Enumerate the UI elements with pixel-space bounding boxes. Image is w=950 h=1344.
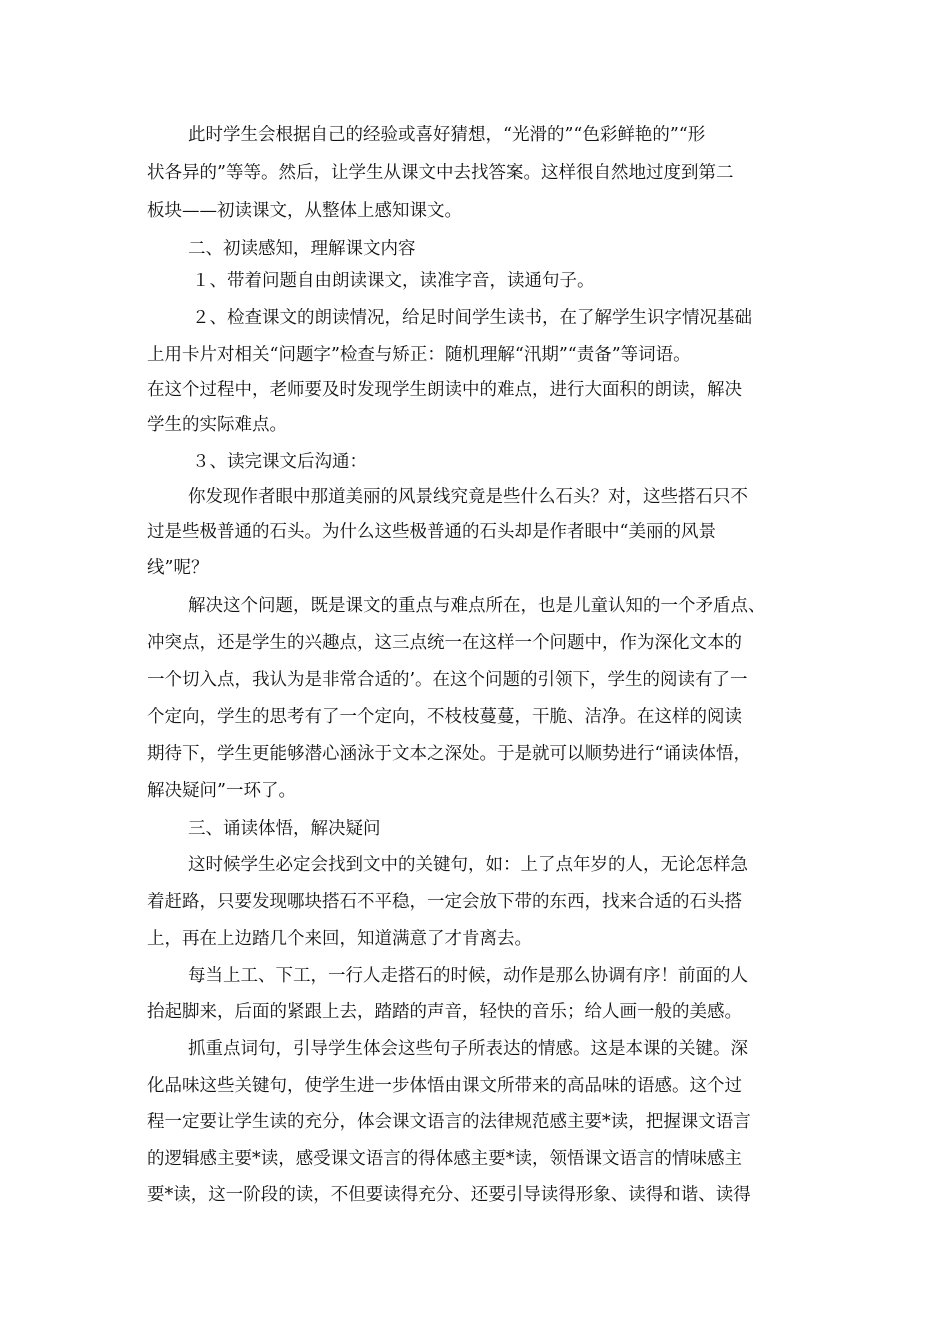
text-line: 冲突点，还是学生的兴趣点，这三点统一在这样一个问题中，作为深化文本的 (147, 633, 742, 653)
text-line: 过是些极普通的石头。为什么这些极普通的石头却是作者眼中“美丽的风景 (147, 522, 716, 542)
text-line: 的逻辑感主要*读，感受课文语言的得体感主要*读，领悟课文语言的情味感主 (147, 1149, 742, 1169)
text-line: １、带着问题自由朗读课文，读准字音，读通句子。 (192, 271, 595, 291)
text-line: 解决疑问”一环了。 (147, 781, 296, 801)
text-line: 状各异的”等等。然后，让学生从课文中去找答案。这样很自然地过度到第二 (147, 163, 734, 183)
text-line: 每当上工、下工，一行人走搭石的时候，动作是那么协调有序！前面的人 (188, 966, 748, 986)
text-line: 要*读，这一阶段的读，不但要读得充分、还要引导读得形象、读得和谐、读得 (147, 1185, 751, 1205)
text-line: 抬起脚来，后面的紧跟上去，踏踏的声音，轻快的音乐；给人画一般的美感。 (147, 1002, 742, 1022)
text-line: ３、读完课文后沟通： (192, 452, 367, 472)
text-line: 此时学生会根据自己的经验或喜好猜想，“光滑的”“色彩鲜艳的”“形 (188, 125, 706, 145)
text-line: ２、检查课文的朗读情况，给足时间学生读书，在了解学生识字情况基础 (192, 308, 752, 328)
text-line: 板块——初读课文，从整体上感知课文。 (147, 201, 462, 221)
text-line: 程一定要让学生读的充分，体会课文语言的法律规范感主要*读，把握课文语言 (147, 1112, 751, 1132)
text-line: 这时候学生必定会找到文中的关键句，如：上了点年岁的人，无论怎样急 (188, 855, 748, 875)
text-line: 个定向，学生的思考有了一个定向，不枝枝蔓蔓，干脆、洁净。在这样的阅读 (147, 707, 742, 727)
text-line: 你发现作者眼中那道美丽的风景线究竟是些什么石头？对，这些搭石只不 (188, 487, 748, 507)
text-line: 上用卡片对相关“问题字”检查与矫正：随机理解“汛期”“责备”等词语。 (147, 345, 691, 365)
text-line: 上，再在上边踏几个来回，知道满意了才肯离去。 (147, 929, 532, 949)
section-heading: 三、诵读体悟，解决疑问 (188, 819, 381, 839)
text-line: 学生的实际难点。 (147, 415, 287, 435)
text-line: 在这个过程中，老师要及时发现学生朗读中的难点，进行大面积的朗读，解决 (147, 380, 742, 400)
section-heading: 二、初读感知，理解课文内容 (188, 239, 416, 259)
text-line: 期待下，学生更能够潜心涵泳于文本之深处。于是就可以顺势进行“诵读体悟， (147, 744, 751, 764)
text-line: 抓重点词句，引导学生体会这些句子所表达的情感。这是本课的关键。深 (188, 1039, 748, 1059)
text-line: 解决这个问题，既是课文的重点与难点所在，也是儿童认知的一个矛盾点、 (188, 596, 766, 616)
text-line: 化品味这些关键句，使学生进一步体悟由课文所带来的高品味的语感。这个过 (147, 1076, 742, 1096)
text-line: 一个切入点，我认为是非常合适的’。在这个问题的引领下，学生的阅读有了一 (147, 670, 748, 690)
text-line: 着赶路，只要发现哪块搭石不平稳，一定会放下带的东西，找来合适的石头搭 (147, 892, 742, 912)
text-line: 线”呢？ (147, 558, 209, 578)
